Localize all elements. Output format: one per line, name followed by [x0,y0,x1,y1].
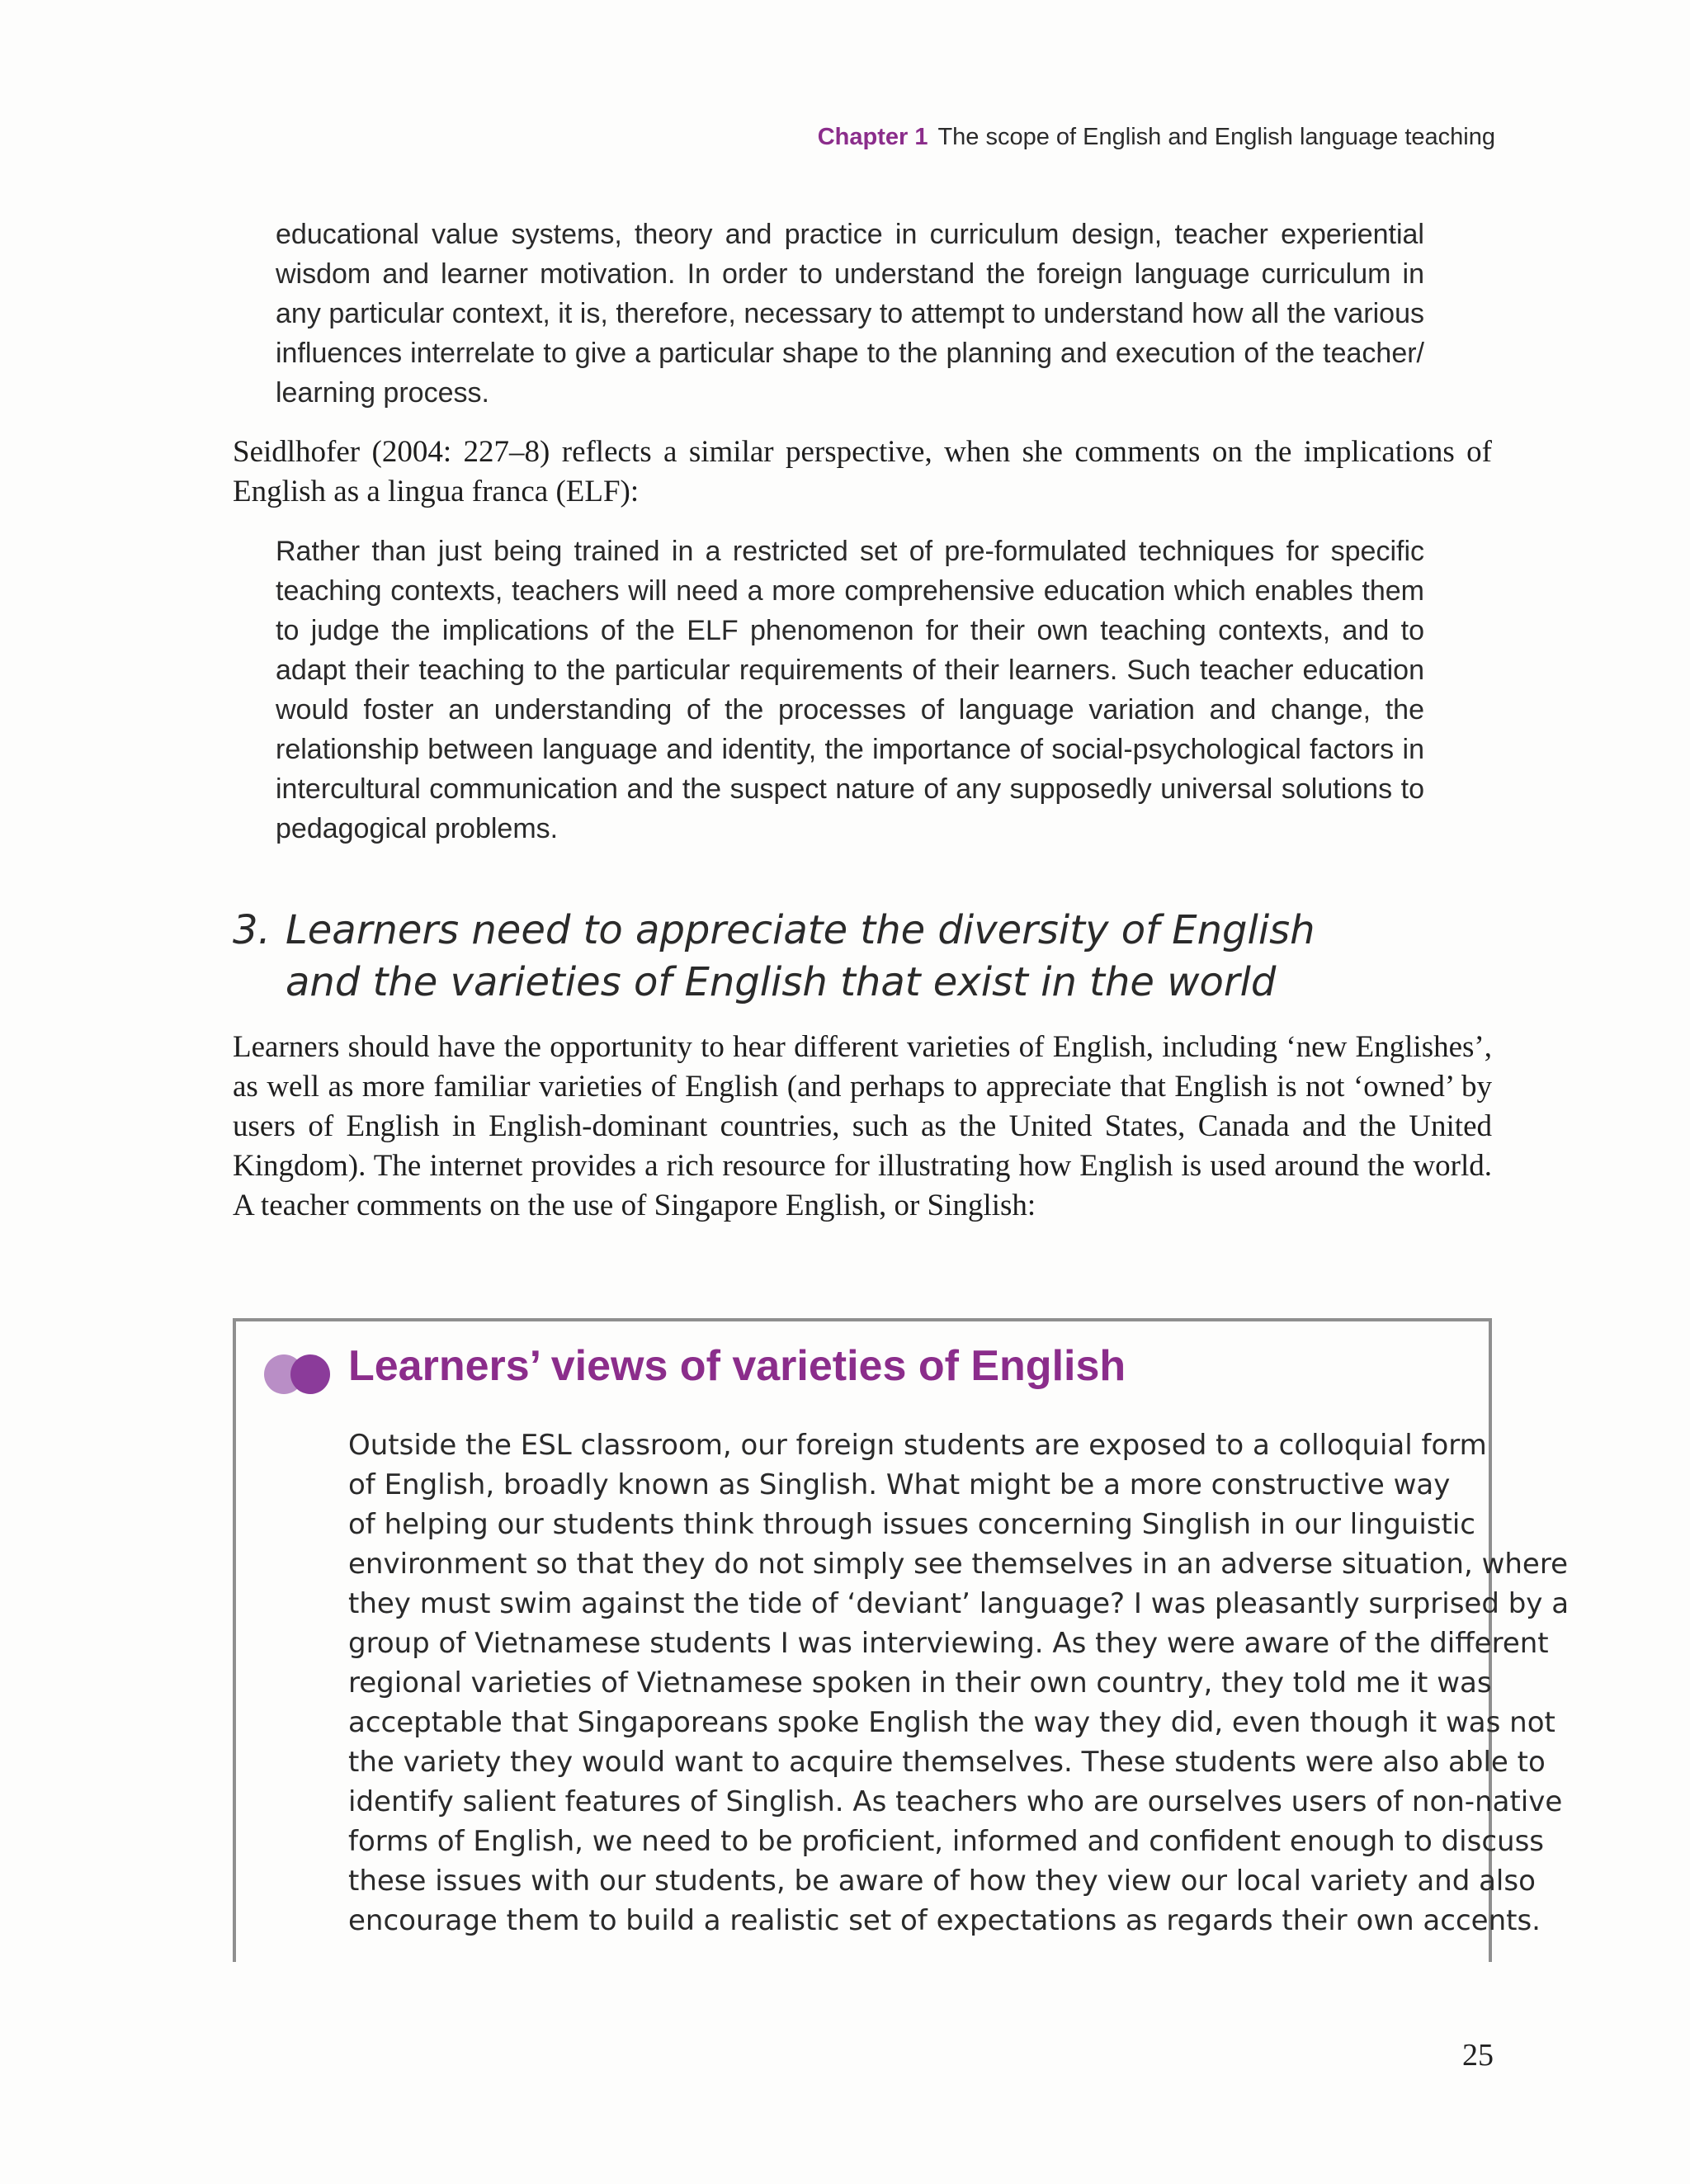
page-number: 25 [1462,2038,1494,2073]
box-text-line: Outside the ESL classroom, our foreign students are exposed to a colloquial form [348,1429,1487,1462]
box-text-line: of helping our students think through issues concerning Singlish in our linguistic [348,1508,1475,1541]
box-title: Learners’ views of varieties of English [348,1342,1126,1390]
box-text-line: they must swim against the tide of ‘deviant’ language? I was pleasantly surprised by a [348,1587,1570,1620]
feature-box [233,1318,1570,1962]
box-text-line: regional varieties of Vietnamese spoken in their own country, they told me it was [348,1666,1492,1699]
running-header [818,124,1495,151]
chapter-label: Chapter 1 [817,124,928,150]
box-text-line: identify salient features of Singlish. As teachers who are ourselves users of non-native [348,1785,1563,1818]
body-paragraph: Seidlhofer (2004: 227–8) reflects a similar perspective, when she comments on the implications of English as a lingua franca (ELF): [233,435,1492,508]
box-text-line: encourage them to build a realistic set of expectations as regards their own accents. [348,1904,1541,1937]
block-quote: Rather than just being trained in a restricted set of pre-formulated techniques for specific teaching contexts, teachers will need a more comprehensive education which enables them to judge the implications of the ELF phenomenon for their own teaching contexts, and to adapt their teaching to the particular requirements of their learners. Such teacher education would foster an understanding of the processes of language variation and change, the relationship between language and identity, the importance of social-psychological factors in intercultural communication and the suspect nature of any supposedly universal solutions to pedagogical problems. [276,536,1424,844]
circle-dark-icon [290,1354,330,1394]
section-number: 3. [233,907,271,953]
box-text-line: forms of English, we need to be proficient, informed and confident enough to discuss [348,1825,1545,1858]
section-heading-line: and the varieties of English that exist in the world [286,959,1277,1005]
section-heading [233,905,1470,1009]
box-text-line: environment so that they do not simply see themselves in an adverse situation, where [348,1548,1568,1581]
box-text-line: of English, broadly known as Singlish. What might be a more constructive way [348,1468,1451,1501]
section-heading-line: Learners need to appreciate the diversity of English [286,907,1315,953]
box-text-line: these issues with our students, be aware of how they view our local variety and also [348,1865,1536,1898]
block-quote: educational value systems, theory and practice in curriculum design, teacher experiential wisdom and learner motivation. In order to understand the foreign language curriculum in any particular context, it is, therefore, necessary to attempt to understand how all the various influences interrelate to give a particular shape to the planning and execution of the teacher/ learning process. [276,219,1424,409]
circles-icon [264,1353,338,1396]
box-text-line: group of Vietnamese students I was interviewing. As they were aware of the different [348,1627,1549,1660]
body-paragraph: Learners should have the opportunity to hear different varieties of English, including ‘new Englishes’, as well as more familiar varieties of English (and perhaps to appreciate that English is not ‘owned’ by users of English in English-dominant countries, such as the United States, Canada and the United Kingdom). The internet provides a rich resource for illustrating how English is used around the world. A teacher comments on the use of Singapore English, or Singlish: [233,1030,1492,1222]
box-text-line: acceptable that Singaporeans spoke English the way they did, even though it was not [348,1706,1555,1739]
box-text [348,1425,1570,1941]
box-text-line: the variety they would want to acquire themselves. These students were also able to [348,1746,1546,1779]
chapter-title: The scope of English and English language teaching [937,124,1495,150]
